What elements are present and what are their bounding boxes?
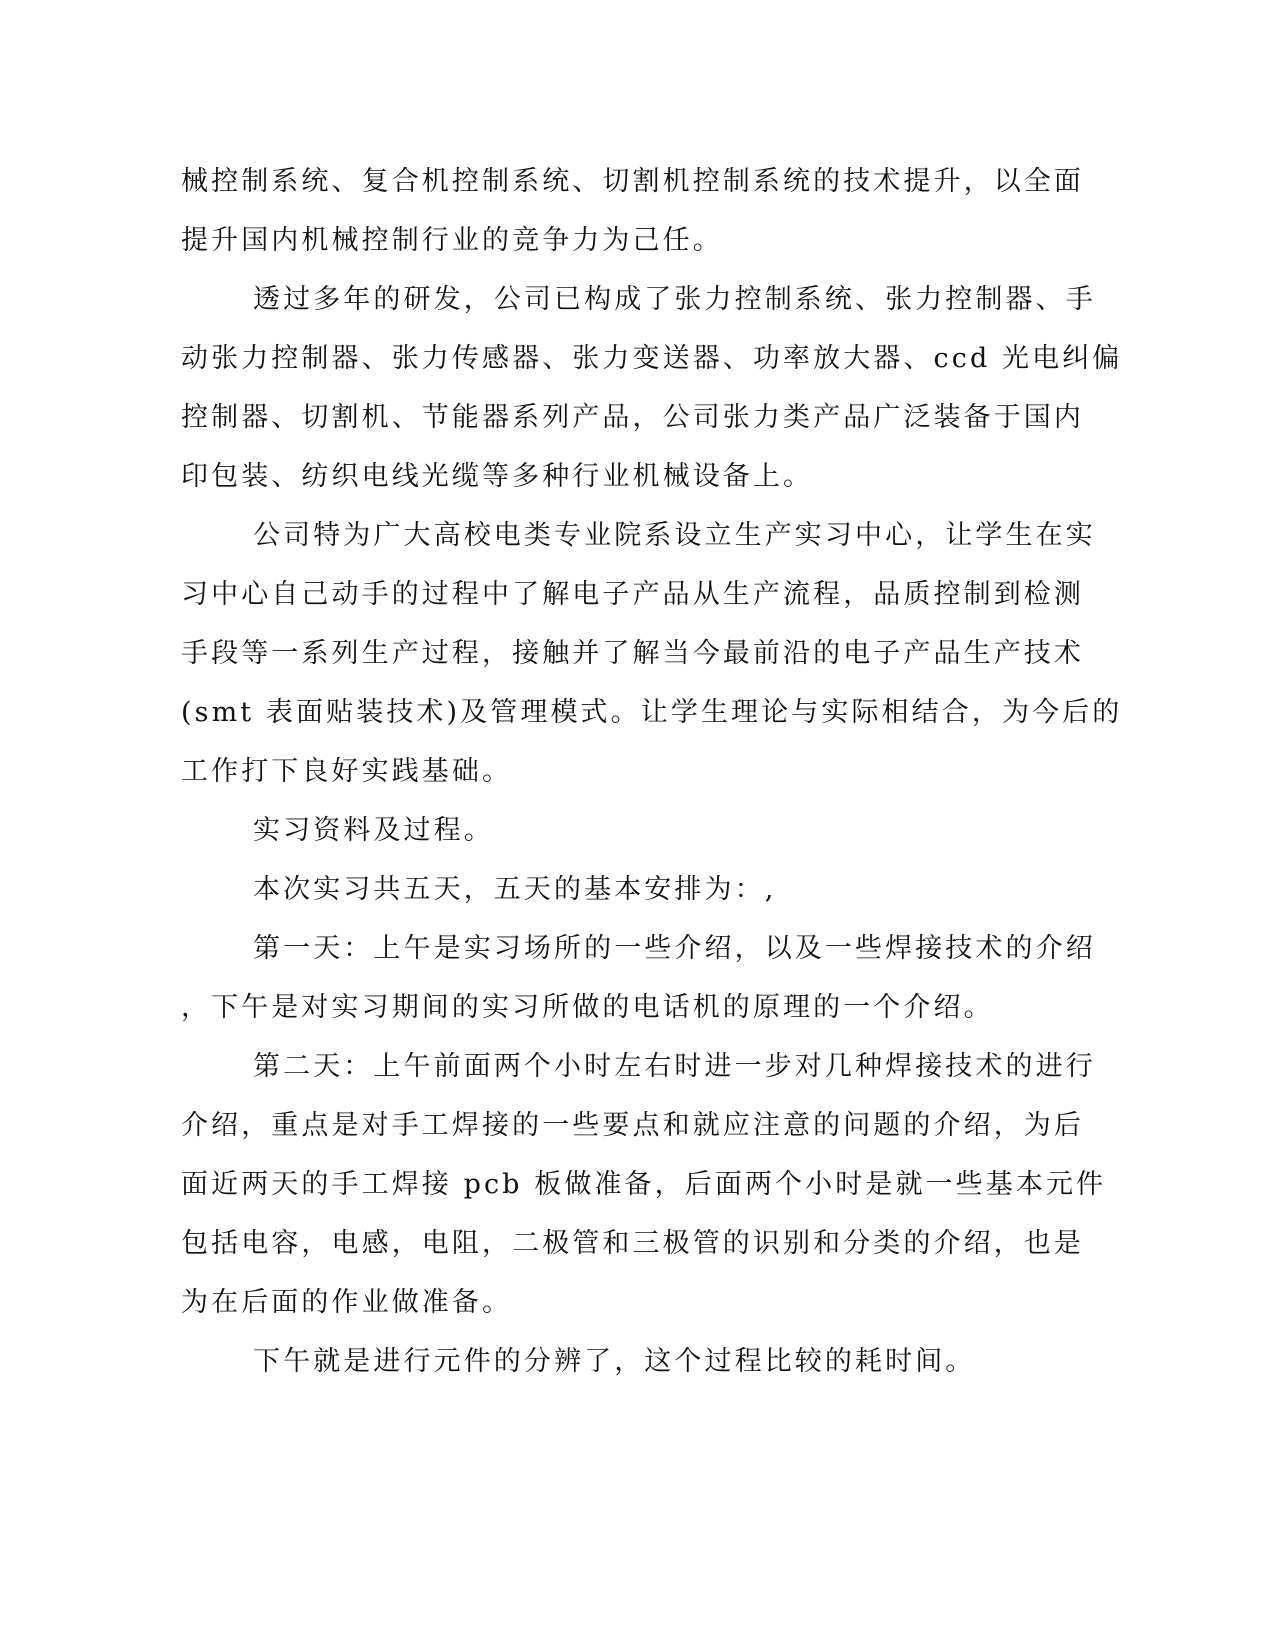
paragraph-schedule-intro — [181, 860, 1027, 919]
paragraph-day-one — [181, 919, 1096, 1037]
text-line: 透过多年的研发，公司已构成了张力控制系统、张力控制器、手 — [253, 284, 1096, 315]
text-line: 第二天：上午前面两个小时左右时进一步对几种焊接技术的进行 — [253, 1051, 1096, 1082]
paragraph-day-two — [181, 1037, 1107, 1332]
text-line: ，下午是对实习期间的实习所做的电话机的原理的一个介绍。 — [181, 992, 994, 1023]
text-line: 动张力控制器、张力传感器、张力变送器、功率放大器、ccd 光电纠偏 — [181, 343, 1123, 374]
text-line: 控制器、切割机、节能器系列产品，公司张力类产品广泛装备于国内 — [181, 402, 1084, 433]
paragraph-section-heading — [181, 801, 1027, 860]
text-line: 械控制系统、复合机控制系统、切割机控制系统的技术提升，以全面 — [181, 166, 1084, 197]
text-line: 第一天：上午是实习场所的一些介绍，以及一些焊接技术的介绍 — [253, 933, 1096, 964]
paragraph-continued — [181, 152, 1084, 270]
paragraph-practice-center — [181, 506, 1123, 801]
text-line: 面近两天的手工焊接 pcb 板做准备，后面两个小时是就一些基本元件 — [181, 1169, 1107, 1200]
text-line: 手段等一系列生产过程，接触并了解当今最前沿的电子产品生产技术 — [181, 638, 1084, 669]
text-line: 印包装、纺织电线光缆等多种行业机械设备上。 — [181, 461, 814, 492]
text-line: 包括电容，电感，电阻，二极管和三极管的识别和分类的介绍，也是 — [181, 1228, 1084, 1259]
text-line: 习中心自己动手的过程中了解电子产品从生产流程，品质控制到检测 — [181, 579, 1084, 610]
paragraph-afternoon — [181, 1332, 1027, 1391]
text-line: 实习资料及过程。 — [253, 815, 494, 846]
text-line: 公司特为广大高校电类专业院系设立生产实习中心，让学生在实 — [253, 520, 1096, 551]
text-line: 下午就是进行元件的分辨了，这个过程比较的耗时间。 — [253, 1346, 976, 1377]
text-line: 工作打下良好实践基础。 — [181, 756, 513, 787]
text-line: 本次实习共五天，五天的基本安排为：, — [253, 874, 777, 905]
text-line: 介绍，重点是对手工焊接的一些要点和就应注意的问题的介绍，为后 — [181, 1110, 1084, 1141]
text-line: (smt 表面贴装技术)及管理模式。让学生理论与实际相结合，为今后的 — [181, 697, 1123, 728]
text-line: 为在后面的作业做准备。 — [181, 1287, 513, 1318]
text-line: 提升国内机械控制行业的竞争力为己任。 — [181, 225, 723, 256]
paragraph-company-products — [181, 270, 1123, 506]
